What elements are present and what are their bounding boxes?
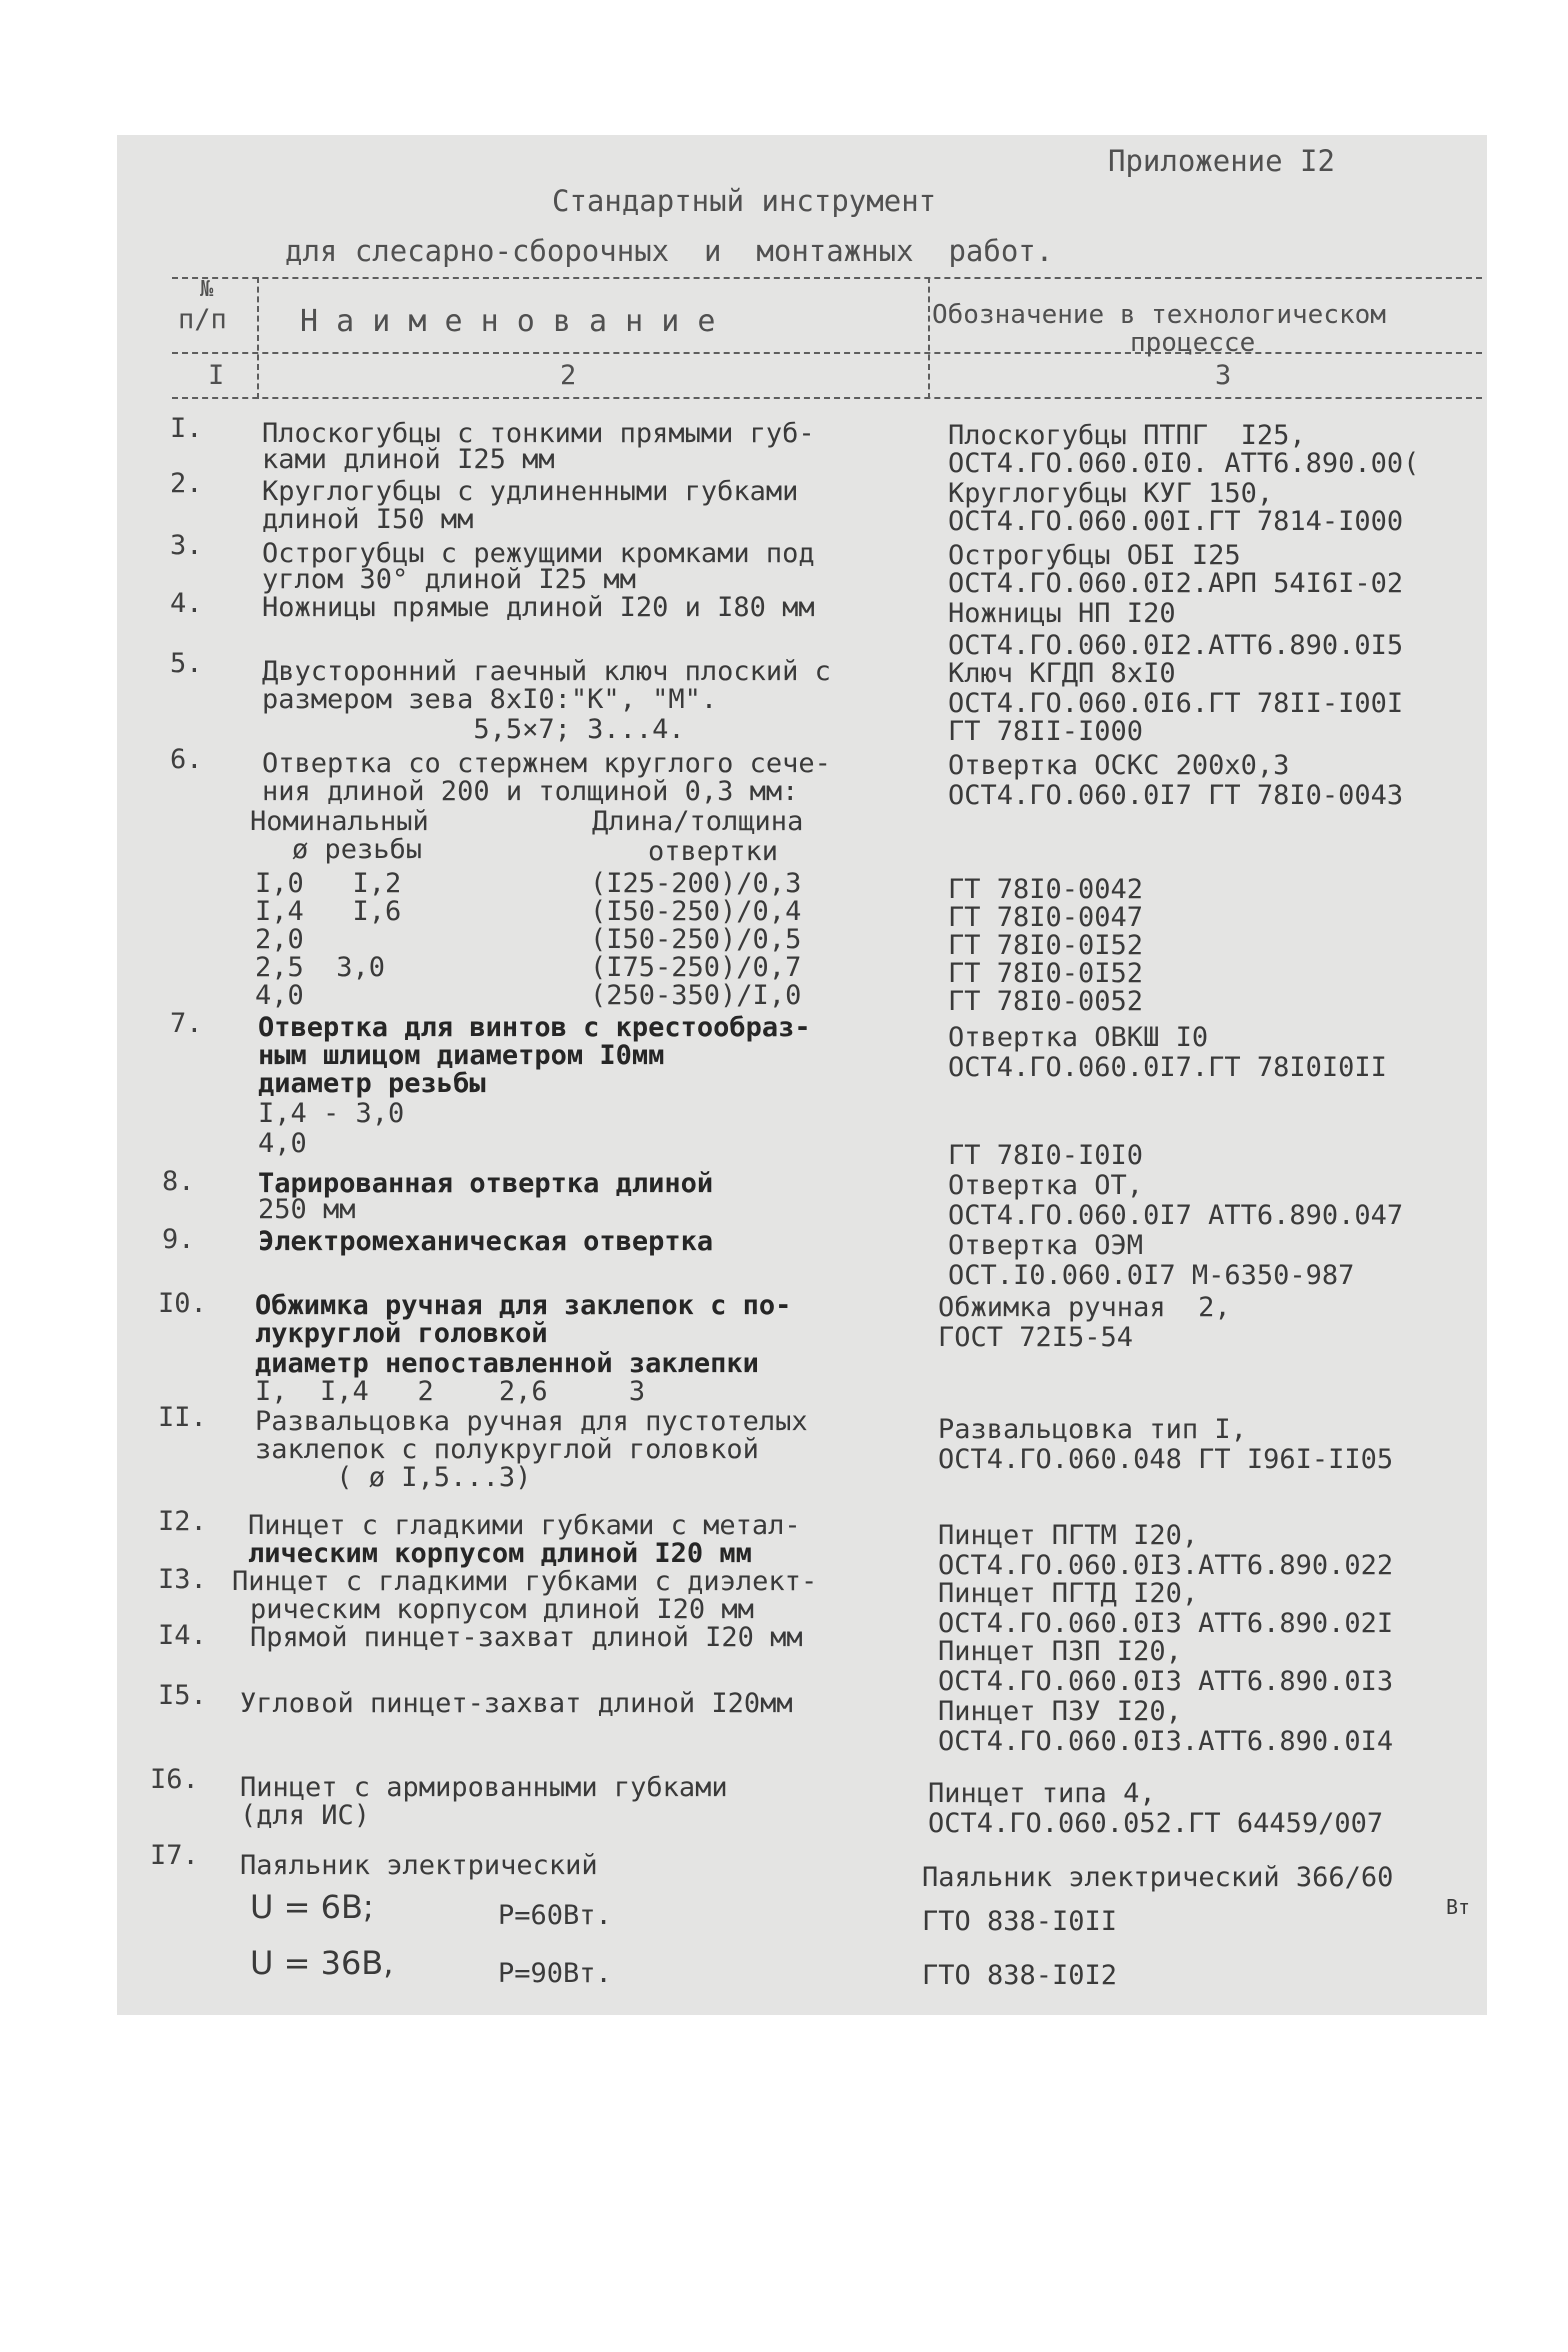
- row-code-line: Пинцет ПГТД I20,: [938, 1578, 1199, 1609]
- column-header-name: Н а и м е н о в а н и е: [300, 304, 716, 339]
- row-name-line: Обжимка ручная для заклепок с по-: [255, 1290, 792, 1321]
- page-title: Стандартный инструмент: [552, 184, 937, 218]
- row-code-line: Острогубцы ОБI I25: [948, 540, 1241, 571]
- row-name-line: Развальцовка ручная для пустотелых: [255, 1406, 808, 1437]
- subtable-length: (I25-200)/0,3: [590, 868, 802, 899]
- column-number-sign: №: [200, 277, 214, 302]
- row-name-line: заклепок с полукруглой головкой: [255, 1434, 759, 1465]
- subtable-length: (250-350)/I,0: [590, 980, 802, 1011]
- row-name-line: Пинцет с гладкими губками с метал-: [248, 1510, 801, 1541]
- column-index-2: 2: [560, 360, 577, 391]
- row-code-line: Паяльник электрический 366/60: [922, 1862, 1394, 1893]
- row-code-line: ОСТ4.ГО.060.00I.ГТ 7814-I000: [948, 506, 1404, 537]
- row-name-line: рическим корпусом длиной I20 мм: [250, 1594, 754, 1625]
- row-name-line: ния длиной 200 и толщиной 0,3 мм:: [262, 776, 799, 807]
- subtable-diameter: I,4 I,6: [255, 896, 402, 927]
- row-number: 9.: [162, 1224, 195, 1255]
- row-name-line: 4,0: [258, 1128, 307, 1159]
- column-index-1: I: [208, 360, 225, 391]
- row-name-line: Угловой пинцет-захват длиной I20мм: [240, 1688, 793, 1719]
- column-header-code-2: процессе: [1130, 328, 1256, 358]
- row-name-line: Паяльник электрический: [240, 1850, 598, 1881]
- row-code-line: Обжимка ручная 2,: [938, 1292, 1231, 1323]
- row-code-line: ОСТ.I0.060.0I7 М-6350-987: [948, 1260, 1355, 1291]
- subtable-length: (I75-250)/0,7: [590, 952, 802, 983]
- row-number: I3.: [158, 1564, 207, 1595]
- row-code-line: ГТО 838-I0II: [922, 1906, 1118, 1937]
- row-code-line: ГОСТ 72I5-54: [938, 1322, 1134, 1353]
- row-code-line: ОСТ4.ГО.060.0I3.АТТ6.890.0I4: [938, 1726, 1394, 1757]
- row-code-line: ОСТ4.ГО.060.0I3 АТТ6.890.0I3: [938, 1666, 1394, 1697]
- row-code-line: ОСТ4.ГО.060.0I3.АТТ6.890.022: [938, 1550, 1394, 1581]
- row-code-line: ОСТ4.ГО.060.0I2.АРП 54I6I-02: [948, 568, 1404, 599]
- row-number: I2.: [158, 1506, 207, 1537]
- row-code-line: Ножницы НП I20: [948, 598, 1176, 629]
- row-code-line: ОСТ4.ГО.060.0I2.АТТ6.890.0I5: [948, 630, 1404, 661]
- row-number: II.: [158, 1402, 207, 1433]
- row-number: I6.: [150, 1764, 199, 1795]
- row-number: 3.: [170, 530, 203, 561]
- row-name-line: Двусторонний гаечный ключ плоский с: [262, 656, 831, 687]
- table-top-rule: [172, 277, 1482, 279]
- row-code-line: Пинцет ПЗУ I20,: [938, 1696, 1182, 1727]
- row-name-line: Прямой пинцет-захват длиной I20 мм: [250, 1622, 803, 1653]
- subtable-header: Длина/толщина: [592, 806, 804, 837]
- row-name-line: Отвертка для винтов с крестообраз-: [258, 1012, 811, 1043]
- row-code-line: ОСТ4.ГО.060.0I7 ГТ 78I0-0043: [948, 780, 1404, 811]
- page-subtitle: для слесарно-сборочных и монтажных работ.: [285, 234, 1054, 268]
- row-number: 6.: [170, 744, 203, 775]
- row-code-line: Отвертка ОЭМ: [948, 1230, 1144, 1261]
- row-name-line: Пинцет с гладкими губками с диэлект-: [232, 1566, 818, 1597]
- row-name-line: Отвертка со стержнем круглого сече-: [262, 748, 831, 779]
- row-name-line: Пинцет с армированными губками: [240, 1772, 728, 1803]
- table-col-divider-1: [257, 277, 259, 399]
- row-name-line: Тарированная отвертка длиной: [258, 1168, 714, 1199]
- row-name-line: I,4 - 3,0: [258, 1098, 405, 1129]
- subtable-code: ГТ 78I0-0052: [948, 986, 1144, 1017]
- row-number: 2.: [170, 468, 203, 499]
- subtable-diameter: I,0 I,2: [255, 868, 402, 899]
- row-code-line: ОСТ4.ГО.060.0I7.ГТ 78I0I0II: [948, 1052, 1387, 1083]
- row-name-line: длиной I50 мм: [262, 504, 474, 535]
- row-code-line: ГТ 78II-I000: [948, 716, 1144, 747]
- row-code-line: ОСТ4.ГО.060.0I0. АТТ6.890.00(: [948, 448, 1420, 479]
- row-code-line: ГТ 78I0-I0I0: [948, 1140, 1144, 1171]
- row-number: I7.: [150, 1840, 199, 1871]
- row-code-line: Отвертка ОСКС 200х0,3: [948, 750, 1290, 781]
- row-name-line: Плоскогубцы с тонкими прямыми губ-: [262, 418, 815, 449]
- row-code-line: Пинцет ПГТМ I20,: [938, 1520, 1199, 1551]
- column-header-number: п/п: [178, 304, 227, 335]
- row-number: 5.: [170, 648, 203, 679]
- table-col-divider-2: [928, 277, 930, 399]
- appendix-label: Приложение I2: [1108, 144, 1335, 178]
- row-name-line: лукруглой головкой: [255, 1318, 548, 1349]
- voltage-2: U = 36В,: [250, 1944, 394, 1982]
- subtable-code: ГТ 78I0-0042: [948, 874, 1144, 905]
- row-name-line: (для ИС): [240, 1800, 371, 1831]
- subtable-code: ГТ 78I0-0I52: [948, 958, 1144, 989]
- table-number-rule: [172, 397, 1482, 399]
- row-code-line: Круглогубцы КУГ 150,: [948, 478, 1274, 509]
- row-code-line: Плоскогубцы ПТПГ I25,: [948, 420, 1306, 451]
- column-header-code: Обозначение в технологическом: [932, 300, 1386, 330]
- row-code-line: ОСТ4.ГО.060.0I3 АТТ6.890.02I: [938, 1608, 1394, 1639]
- subtable-length: (I50-250)/0,5: [590, 924, 802, 955]
- subtable-diameter: 4,0: [255, 980, 304, 1011]
- row-name-line: Электромеханическая отвертка: [258, 1226, 714, 1257]
- row-number: I4.: [158, 1620, 207, 1651]
- row-name-line: Круглогубцы с удлиненными губками: [262, 476, 799, 507]
- row-code-line: Отвертка ОТ,: [948, 1170, 1144, 1201]
- row-code-line: Отвертка ОВКШ I0: [948, 1022, 1209, 1053]
- row-code-line: Пинцет типа 4,: [928, 1778, 1156, 1809]
- row-code-line: Развальцовка тип I,: [938, 1414, 1247, 1445]
- row-name-line: диаметр непоставленной заклепки: [255, 1348, 759, 1379]
- row-code-line: Пинцет ПЗП I20,: [938, 1636, 1182, 1667]
- row-number: 7.: [170, 1008, 203, 1039]
- power-1: Р=60Вт.: [498, 1900, 612, 1931]
- subtable-length: (I50-250)/0,4: [590, 896, 802, 927]
- row-number: 4.: [170, 588, 203, 619]
- power-2: Р=90Вт.: [498, 1958, 612, 1989]
- row-number: 8.: [162, 1166, 195, 1197]
- subtable-header: Номинальный: [250, 806, 429, 837]
- row-code-line: ГТО 838-I0I2: [922, 1960, 1118, 1991]
- row-name-line: углом 30° длиной I25 мм: [262, 564, 636, 595]
- row-name-line: 250 мм: [258, 1194, 356, 1225]
- row-name-line: диаметр резьбы: [258, 1068, 486, 1099]
- row-name-line: лическим корпусом длиной I20 мм: [248, 1538, 752, 1569]
- row-name-line: ками длиной I25 мм: [262, 444, 555, 475]
- row-code-line: ОСТ4.ГО.060.052.ГТ 64459/007: [928, 1808, 1384, 1839]
- row-name-line: Острогубцы с режущими кромками под: [262, 538, 815, 569]
- row-number: I0.: [158, 1288, 207, 1319]
- subtable-diameter: 2,5 3,0: [255, 952, 386, 983]
- row-code-line: ОСТ4.ГО.060.048 ГТ I96I-II05: [938, 1444, 1394, 1475]
- voltage-1: U = 6В;: [250, 1888, 374, 1926]
- unit-note: Вт: [1446, 1895, 1471, 1919]
- row-code-line: ОСТ4.ГО.060.0I6.ГТ 78II-I00I: [948, 688, 1404, 719]
- row-number: I.: [170, 413, 203, 444]
- table-header-rule: [172, 352, 1482, 354]
- column-index-3: 3: [1215, 360, 1232, 391]
- row-number: I5.: [158, 1680, 207, 1711]
- row-name-line: 5,5×7; 3...4.: [262, 714, 685, 745]
- subtable-header: отвертки: [648, 836, 779, 867]
- subtable-code: ГТ 78I0-0047: [948, 902, 1144, 933]
- row-name-line: ( ø I,5...3): [255, 1462, 532, 1493]
- row-name-line: размером зева 8хI0:"К", "М".: [262, 684, 718, 715]
- subtable-diameter: 2,0: [255, 924, 304, 955]
- row-code-line: Ключ КГДП 8хI0: [948, 658, 1176, 689]
- row-name-line: Ножницы прямые длиной I20 и I80 мм: [262, 592, 815, 623]
- subtable-header: ø резьбы: [292, 834, 423, 865]
- row-name-line: ным шлицом диаметром I0мм: [258, 1040, 665, 1071]
- row-code-line: ОСТ4.ГО.060.0I7 АТТ6.890.047: [948, 1200, 1404, 1231]
- subtable-code: ГТ 78I0-0I52: [948, 930, 1144, 961]
- row-name-line: I, I,4 2 2,6 3: [255, 1376, 646, 1407]
